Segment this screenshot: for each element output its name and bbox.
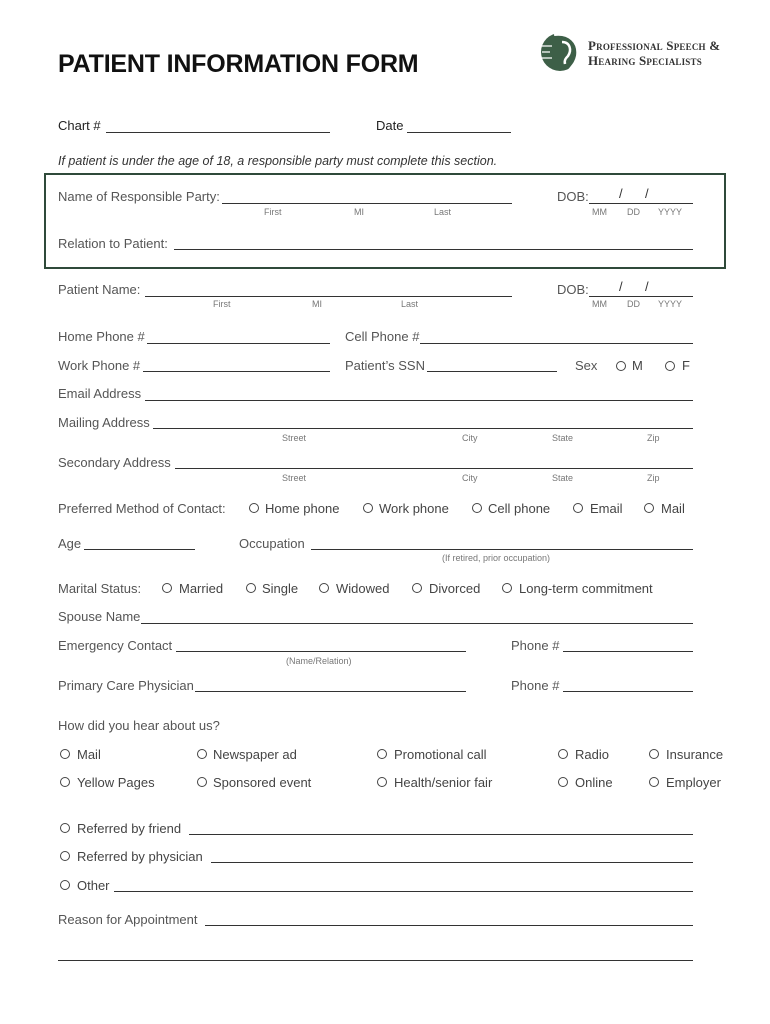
secondary-address-input[interactable] — [175, 468, 693, 469]
mailing-street-caption: Street — [282, 433, 307, 443]
other-label: Other — [77, 878, 110, 893]
hear-sponsored-event-label: Sponsored event — [213, 775, 312, 790]
home-phone-input[interactable] — [147, 343, 330, 344]
contact-email-label: Email — [590, 501, 623, 516]
chart-label: Chart # — [58, 118, 101, 133]
occupation-hint: (If retired, prior occupation) — [442, 553, 551, 563]
contact-mail-radio[interactable] — [644, 503, 654, 513]
secondary-city-caption: City — [462, 473, 478, 483]
hear-promotional-call-label: Promotional call — [394, 747, 487, 762]
sex-f-label: F — [682, 358, 690, 373]
hear-yellow-pages-label: Yellow Pages — [77, 775, 155, 790]
patient-mi-caption: MI — [312, 299, 322, 309]
marital-married-label: Married — [179, 581, 224, 596]
responsible-name-input[interactable] — [222, 203, 512, 204]
responsible-dob-label: DOB: — [557, 189, 589, 204]
marital-married-radio[interactable] — [162, 583, 172, 593]
hear-radio-label: Radio — [575, 747, 609, 762]
patient-dd-caption: DD — [627, 299, 640, 309]
hear-employer-label: Employer — [666, 775, 721, 790]
hear-newspaper-radio[interactable] — [197, 749, 207, 759]
marital-widowed-label: Widowed — [336, 581, 390, 596]
work-phone-label: Work Phone # — [58, 358, 141, 373]
marital-long-term-label: Long-term commitment — [519, 581, 653, 596]
mailing-state-caption: State — [552, 433, 574, 443]
referred-physician-label: Referred by physician — [77, 849, 203, 864]
marital-widowed-radio[interactable] — [319, 583, 329, 593]
reason-label: Reason for Appointment — [58, 912, 198, 927]
minor-notice: If patient is under the age of 18, a responsible party must complete this section. — [58, 154, 498, 168]
secondary-zip-caption: Zip — [647, 473, 660, 483]
emergency-contact-label: Emergency Contact — [58, 638, 173, 653]
hear-online-label: Online — [575, 775, 613, 790]
responsible-dob-input[interactable] — [589, 203, 693, 204]
relation-label: Relation to Patient: — [58, 236, 168, 251]
date-input[interactable] — [407, 132, 511, 133]
responsible-mm-caption: MM — [592, 207, 607, 217]
mailing-address-input[interactable] — [153, 428, 693, 429]
responsible-name-label: Name of Responsible Party: — [58, 189, 220, 204]
ssn-input[interactable] — [427, 371, 557, 372]
marital-status-label: Marital Status: — [58, 581, 142, 596]
emergency-phone-label: Phone # — [511, 638, 560, 653]
responsible-yyyy-caption: YYYY — [658, 207, 683, 217]
marital-divorced-radio[interactable] — [412, 583, 422, 593]
contact-home-phone-label: Home phone — [265, 501, 340, 516]
secondary-street-caption: Street — [282, 473, 307, 483]
cell-phone-input[interactable] — [420, 343, 693, 344]
marital-single-label: Single — [262, 581, 299, 596]
hear-health-fair-label: Health/senior fair — [394, 775, 493, 790]
contact-cell-phone-radio[interactable] — [472, 503, 482, 513]
dob-separator: / — [645, 279, 649, 294]
sex-m-label: M — [632, 358, 643, 373]
logo-line-1: Professional Speech & — [588, 38, 721, 53]
physician-label: Primary Care Physician — [58, 678, 194, 693]
work-phone-input[interactable] — [143, 371, 330, 372]
patient-name-input[interactable] — [145, 296, 512, 297]
responsible-mi-caption: MI — [354, 207, 364, 217]
physician-phone-label: Phone # — [511, 678, 560, 693]
hear-yellow-pages-radio[interactable] — [60, 777, 70, 787]
patient-dob-label: DOB: — [557, 282, 589, 297]
mailing-city-caption: City — [462, 433, 478, 443]
contact-work-phone-label: Work phone — [379, 501, 449, 516]
responsible-first-caption: First — [264, 207, 282, 217]
age-input[interactable] — [84, 549, 195, 550]
reason-input-line-2[interactable] — [58, 960, 693, 961]
ear-logo-icon — [540, 28, 584, 78]
patient-name-label: Patient Name: — [58, 282, 141, 297]
sex-m-radio[interactable] — [616, 361, 626, 371]
chart-input[interactable] — [106, 132, 330, 133]
patient-dob-input[interactable] — [589, 296, 693, 297]
cell-phone-label: Cell Phone # — [345, 329, 420, 344]
hear-promotional-call-radio[interactable] — [377, 749, 387, 759]
dob-separator: / — [645, 186, 649, 201]
contact-home-phone-radio[interactable] — [249, 503, 259, 513]
ssn-label: Patient’s SSN — [345, 358, 425, 373]
dob-separator: / — [619, 279, 623, 294]
patient-mm-caption: MM — [592, 299, 607, 309]
other-input[interactable] — [114, 891, 693, 892]
contact-mail-label: Mail — [661, 501, 685, 516]
marital-long-term-radio[interactable] — [502, 583, 512, 593]
referred-physician-radio[interactable] — [60, 851, 70, 861]
physician-phone-input[interactable] — [563, 691, 693, 692]
hear-online-radio[interactable] — [558, 777, 568, 787]
hear-employer-radio[interactable] — [649, 777, 659, 787]
emergency-hint: (Name/Relation) — [286, 656, 352, 666]
mailing-address-label: Mailing Address — [58, 415, 150, 430]
home-phone-label: Home Phone # — [58, 329, 145, 344]
patient-last-caption: Last — [401, 299, 419, 309]
referred-physician-input[interactable] — [211, 862, 693, 863]
logo-line-2: Hearing Specialists — [588, 53, 702, 68]
marital-divorced-label: Divorced — [429, 581, 481, 596]
hear-about-label: How did you hear about us? — [58, 718, 220, 733]
spouse-name-label: Spouse Name — [58, 609, 141, 624]
occupation-input[interactable] — [311, 549, 693, 550]
contact-work-phone-radio[interactable] — [363, 503, 373, 513]
hear-radio-radio[interactable] — [558, 749, 568, 759]
dob-separator: / — [619, 186, 623, 201]
sex-f-radio[interactable] — [665, 361, 675, 371]
responsible-last-caption: Last — [434, 207, 452, 217]
hear-mail-radio[interactable] — [60, 749, 70, 759]
age-label: Age — [58, 536, 82, 551]
referred-friend-radio[interactable] — [60, 823, 70, 833]
emergency-contact-input[interactable] — [176, 651, 466, 652]
mailing-zip-caption: Zip — [647, 433, 660, 443]
sex-label: Sex — [575, 358, 598, 373]
logo — [540, 28, 740, 78]
form-title: PATIENT INFORMATION FORM — [58, 50, 419, 78]
responsible-party-section — [44, 173, 726, 269]
hear-insurance-label: Insurance — [666, 747, 724, 762]
physician-input[interactable] — [195, 691, 466, 692]
other-radio[interactable] — [60, 880, 70, 890]
occupation-label: Occupation — [239, 536, 305, 551]
email-input[interactable] — [145, 400, 693, 401]
referred-friend-label: Referred by friend — [77, 821, 182, 836]
responsible-dd-caption: DD — [627, 207, 640, 217]
relation-input[interactable] — [174, 249, 693, 250]
reason-input[interactable] — [205, 925, 693, 926]
patient-yyyy-caption: YYYY — [658, 299, 683, 309]
referred-friend-input[interactable] — [189, 834, 693, 835]
hear-insurance-radio[interactable] — [649, 749, 659, 759]
hear-newspaper-label: Newspaper ad — [213, 747, 297, 762]
contact-email-radio[interactable] — [573, 503, 583, 513]
hear-sponsored-event-radio[interactable] — [197, 777, 207, 787]
secondary-state-caption: State — [552, 473, 574, 483]
spouse-name-input[interactable] — [141, 623, 693, 624]
contact-method-label: Preferred Method of Contact: — [58, 501, 226, 516]
patient-first-caption: First — [213, 299, 231, 309]
contact-cell-phone-label: Cell phone — [488, 501, 551, 516]
emergency-phone-input[interactable] — [563, 651, 693, 652]
secondary-address-label: Secondary Address — [58, 455, 171, 470]
marital-single-radio[interactable] — [246, 583, 256, 593]
email-label: Email Address — [58, 386, 142, 401]
hear-health-fair-radio[interactable] — [377, 777, 387, 787]
date-label: Date — [376, 118, 404, 133]
hear-mail-label: Mail — [77, 747, 101, 762]
